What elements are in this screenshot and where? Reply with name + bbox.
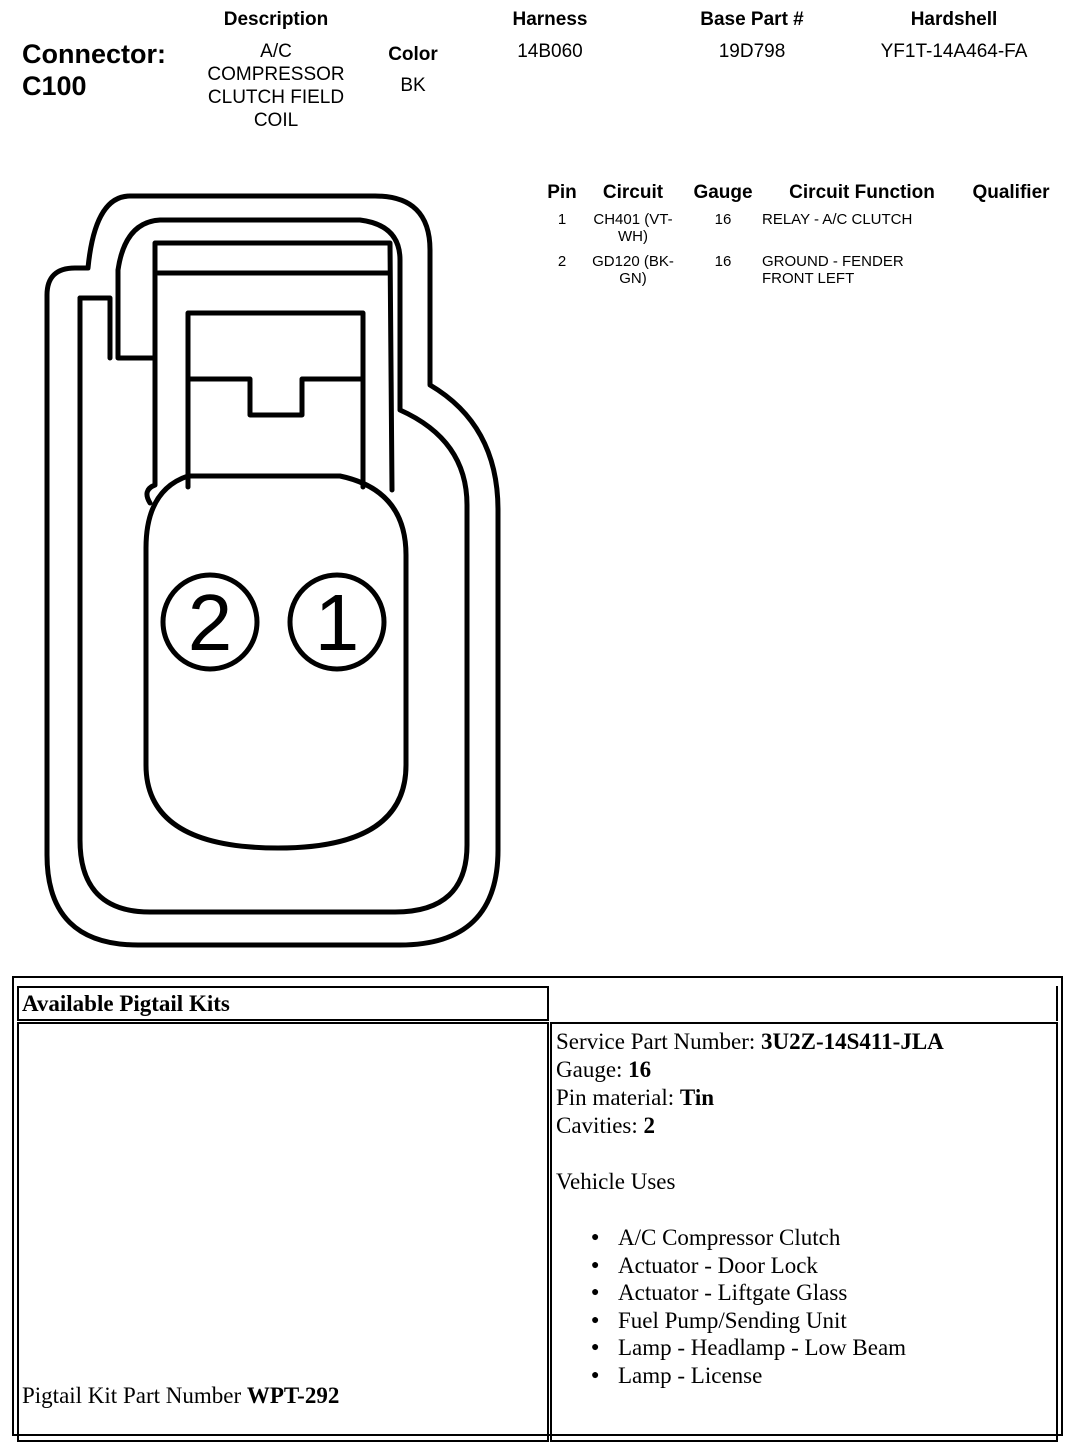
gauge-line	[556, 1056, 944, 1084]
circuit-line: GN)	[619, 270, 647, 287]
list-item: ● A/C Compressor Clutch	[556, 1224, 944, 1252]
pin-header: Pin	[547, 182, 577, 203]
pin-row-2	[537, 253, 1062, 293]
description-line: A/C	[260, 41, 292, 62]
pin-gauge: 16	[714, 253, 732, 270]
hardshell-header: Hardshell	[910, 9, 998, 30]
color-header: Color	[388, 44, 438, 65]
function-line: RELAY - A/C CLUTCH	[762, 211, 913, 228]
kit-label: Pigtail Kit Part Number	[22, 1383, 247, 1408]
color-value: BK	[400, 75, 426, 96]
gauge-header: Gauge	[693, 182, 753, 203]
description-line: CLUTCH FIELD	[207, 87, 345, 108]
pin-gauge: 16	[714, 211, 732, 228]
connector-id: C100	[22, 71, 87, 101]
outer-housing-outline	[47, 196, 498, 945]
pin-material-value: Tin	[679, 1085, 715, 1110]
pin-material-line	[556, 1084, 944, 1112]
pin-circuit	[588, 253, 678, 287]
pigtail-kit-number	[22, 1382, 339, 1410]
list-item: ● Fuel Pump/Sending Unit	[556, 1307, 944, 1335]
harness-value: 14B060	[517, 41, 583, 62]
circuit-line: CH401 (VT-	[593, 211, 673, 228]
pigtail-details-cell	[550, 1022, 1058, 1442]
cavities-value: 2	[643, 1113, 656, 1138]
connector-face-diagram	[0, 0, 540, 960]
cavities-label: Cavities:	[556, 1113, 644, 1138]
gauge-value: 16	[628, 1057, 652, 1082]
list-item: ● Lamp - License	[556, 1362, 944, 1390]
circuit-line: GD120 (BK-	[592, 253, 674, 270]
pigtail-details	[556, 1028, 944, 1390]
inner-housing-outline	[80, 220, 467, 912]
base-part-value: 19D798	[718, 41, 786, 62]
function-line: FRONT LEFT	[762, 270, 855, 287]
housing-step-outline	[80, 298, 110, 358]
pin-function	[762, 211, 952, 228]
function-line: GROUND - FENDER	[762, 253, 904, 270]
vehicle-uses-list	[556, 1224, 944, 1390]
list-item: ● Actuator - Door Lock	[556, 1252, 944, 1280]
pin-circuit	[588, 211, 678, 245]
circuit-line: WH)	[618, 228, 648, 245]
description-header: Description	[223, 9, 329, 30]
harness-header: Harness	[512, 9, 588, 30]
vehicle-uses-title: Vehicle Uses	[556, 1169, 676, 1194]
service-part-label: Service Part Number:	[556, 1029, 762, 1054]
connector-label-text: Connector:	[22, 39, 166, 69]
qualifier-header: Qualifier	[972, 182, 1050, 203]
function-header: Circuit Function	[789, 182, 935, 203]
pin-function	[762, 253, 952, 287]
pin-material-label: Pin material:	[556, 1085, 680, 1110]
description-line: COMPRESSOR	[207, 64, 345, 85]
latch-arm-outline	[147, 243, 392, 503]
pigtail-kit-cell	[17, 1022, 549, 1442]
pigtail-title-cell	[17, 986, 549, 1021]
description-line: COIL	[253, 110, 299, 131]
gauge-label: Gauge:	[556, 1057, 629, 1082]
cavity-2-label: 2	[187, 578, 233, 667]
list-item: ● Lamp - Headlamp - Low Beam	[556, 1334, 944, 1362]
circuit-header: Circuit	[602, 182, 664, 203]
base-part-header: Base Part #	[700, 9, 804, 30]
cavity-1-label: 1	[314, 578, 360, 667]
list-item: ● Actuator - Liftgate Glass	[556, 1279, 944, 1307]
service-part-line	[556, 1028, 944, 1056]
pin-row-1	[537, 211, 1062, 251]
latch-window-outline	[188, 313, 363, 487]
pin-number: 2	[557, 253, 567, 270]
pigtail-title: Available Pigtail Kits	[22, 991, 230, 1016]
kit-number: WPT-292	[246, 1383, 340, 1408]
cavities-line	[556, 1112, 944, 1140]
hardshell-value: YF1T-14A464-FA	[880, 41, 1028, 62]
pigtail-header-right-cell	[550, 986, 1058, 1021]
service-part-value: 3U2Z-14S411-JLA	[761, 1029, 944, 1054]
pin-number: 1	[557, 211, 567, 228]
